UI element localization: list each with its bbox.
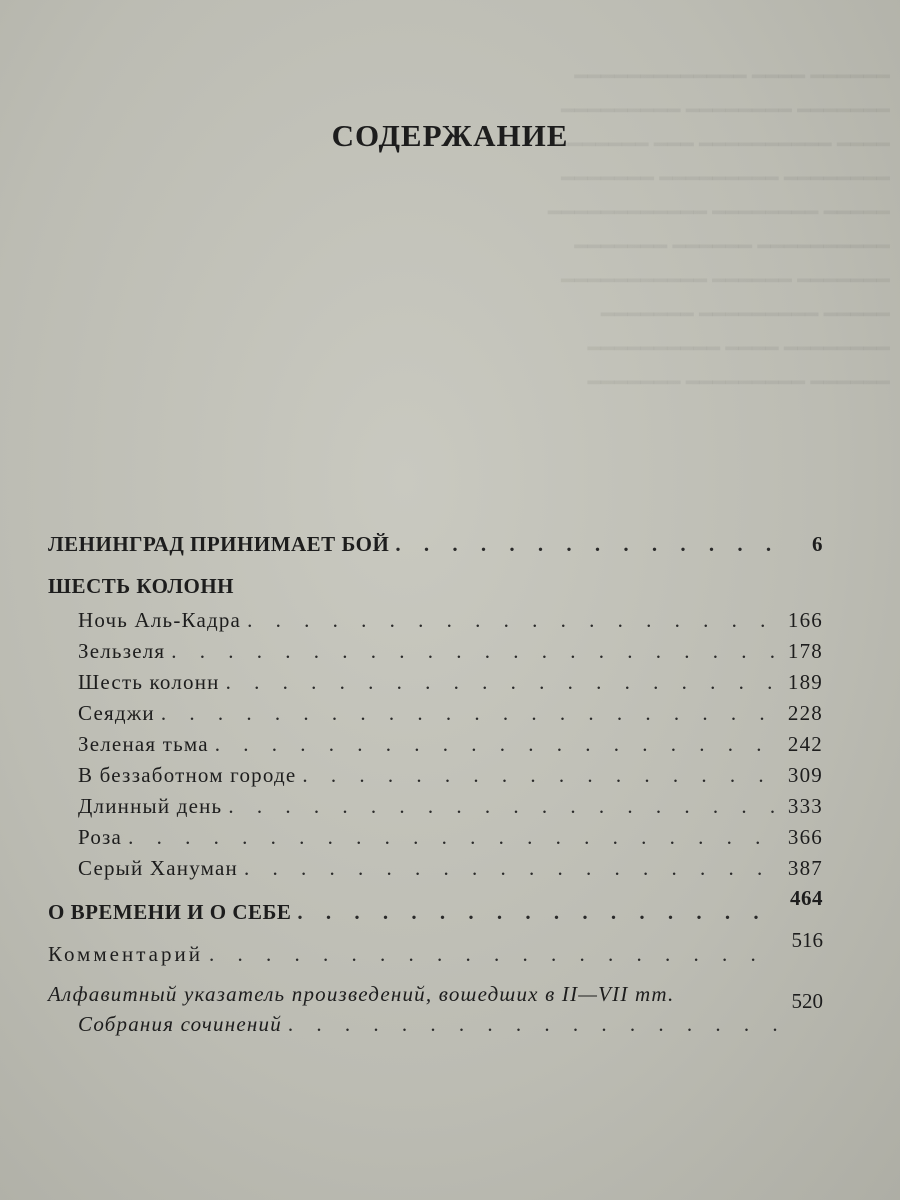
dot-leader <box>209 942 777 967</box>
toc-entry-label: Ночь Аль-Кадра <box>78 608 242 632</box>
toc-entry-page: 228 <box>787 701 823 725</box>
toc-entry-page: 387 <box>787 856 823 880</box>
toc-entry-label: Алфавитный указатель произведений, вошедших в II—VII тт. <box>48 982 675 1006</box>
toc-entry <box>78 818 823 850</box>
toc-entry <box>78 756 823 788</box>
toc-entry-label: Роза <box>78 825 123 849</box>
toc-entry-leningrad <box>48 525 823 557</box>
toc-entry-label: Зельзеля <box>78 639 166 663</box>
toc-entry-label: Серый Хануман <box>78 856 238 880</box>
toc-entry-label: Шесть колонн <box>78 670 220 694</box>
toc-entry-label: Сеяджи <box>78 701 155 725</box>
toc-entry-label: Комментарий <box>48 942 203 966</box>
toc-entry-page: 366 <box>787 825 823 849</box>
toc-entry-page: 520 <box>791 989 823 1013</box>
toc-entry-index-line1 <box>48 975 768 1007</box>
dot-leader <box>302 763 777 788</box>
dot-leader <box>297 900 777 925</box>
toc-entry-page: 178 <box>787 639 823 663</box>
toc-entry-page: 6 <box>812 532 823 556</box>
toc-section-label: ШЕСТЬ КОЛОНН <box>48 574 235 598</box>
toc-entry-page: 166 <box>787 608 823 632</box>
toc-entry-label: О ВРЕМЕНИ И О СЕБЕ <box>48 900 292 924</box>
dot-leader <box>128 825 777 850</box>
dot-leader <box>215 732 777 757</box>
toc-entry <box>78 632 823 664</box>
dot-leader <box>226 670 777 695</box>
toc-entry-label: Зеленая тьма <box>78 732 209 756</box>
dot-leader <box>171 639 777 664</box>
toc-entry-about-time <box>48 886 823 925</box>
toc-entry-label: ЛЕНИНГРАД ПРИНИМАЕТ БОЙ <box>48 532 390 556</box>
page-title: СОДЕРЖАНИЕ <box>331 118 569 153</box>
toc-entry <box>78 601 823 633</box>
toc-entry-index-page-wrap <box>770 982 823 1014</box>
toc-entry-page: 309 <box>787 763 823 787</box>
toc-entry-page: 516 <box>791 928 823 952</box>
dot-leader <box>228 794 777 819</box>
toc-entry-label: Длинный день <box>78 794 223 818</box>
toc-entry-index-line2 <box>78 1005 823 1037</box>
reverse-side-bleed-through: ━━━━━━ ━━━━ ━━━━━━━━━━━━━ ━━━━━━━ ━━━━━━━━ ━━━━━━━━━ ━━━━ ━━━━━━━━━━ ━━━ ━━━━━━━ ━━━━━━━━ ━━━━━━━━━ ━━━━━━━ ━━━━━ ━━━━━━━━ ━━━━━━━━━━━━ ━━━━━━━━━━ ━━━━━━ ━━━━━━━ ━━━━━━━ ━━━━━━ ━━━━━━━━━━━ ━━━━━ ━━━━━━━━━ ━━━━━━━ ━━━━━━━━ ━━━━ ━━━━━━━━━━ ━━━━━━ ━━━━━━━━━ ━━━━━━━ <box>547 64 890 395</box>
toc-entry <box>78 725 823 757</box>
dot-leader <box>395 532 777 557</box>
toc-entry-page: 189 <box>787 670 823 694</box>
toc-entry-page: 464 <box>790 886 823 910</box>
toc-entry-label-continued: Собрания сочинений <box>78 1012 282 1036</box>
toc-entry <box>78 694 823 726</box>
toc-entry <box>78 787 823 819</box>
dot-leader <box>244 856 777 881</box>
toc-entry-page: 242 <box>787 732 823 756</box>
toc-entry-label: В беззаботном городе <box>78 763 297 787</box>
toc-entry <box>78 849 823 881</box>
toc-section-six-columns <box>48 567 823 599</box>
toc-entry <box>78 663 823 695</box>
dot-leader <box>247 608 777 633</box>
dot-leader <box>161 701 777 726</box>
dot-leader <box>288 1012 777 1037</box>
toc-entry-page: 333 <box>787 794 823 818</box>
toc-entry-commentary <box>48 928 823 967</box>
